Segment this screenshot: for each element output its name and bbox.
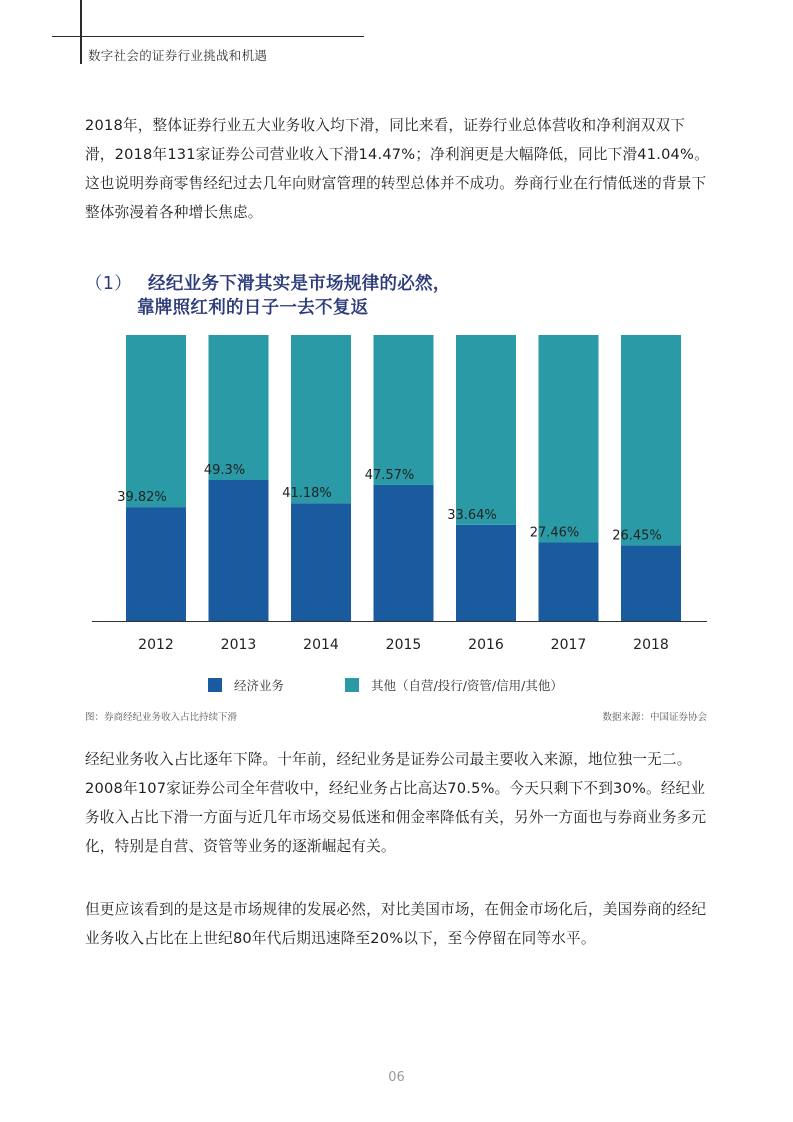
bar-brokerage-2012 [126, 507, 186, 621]
bar-brokerage-2015 [374, 485, 434, 621]
bar-other-2014 [291, 335, 351, 503]
legend-swatch-brokerage [208, 678, 222, 692]
bar-brokerage-2016 [456, 525, 516, 621]
page-number: 06 [388, 1070, 405, 1085]
figure-caption: 图：券商经纪业务收入占比持续下滑 [85, 712, 238, 723]
legend-label-brokerage: 经济业务 [234, 678, 285, 693]
bar-brokerage-2017 [539, 542, 599, 621]
section-number: （1） [85, 274, 133, 294]
bar-other-2013 [209, 335, 269, 480]
legend-label-other: 其他（自营/投行/资管/信用/其他） [371, 678, 563, 693]
data-label-2015: 47.57% [364, 467, 415, 483]
bar-other-2016 [456, 335, 516, 525]
bar-brokerage-2018 [621, 545, 681, 621]
x-tick-label-2017: 2017 [550, 637, 587, 653]
bar-brokerage-2013 [209, 480, 269, 621]
x-tick-label-2015: 2015 [385, 637, 422, 653]
bar-other-2012 [126, 335, 186, 507]
data-label-2013: 49.3% [203, 463, 246, 479]
bar-other-2017 [539, 335, 599, 542]
legend-swatch-other [345, 678, 359, 692]
bar-brokerage-2014 [291, 503, 351, 621]
data-label-2012: 39.82% [117, 490, 167, 506]
data-source: 数据来源：中国证券协会 [602, 712, 707, 723]
running-header-title: 数字社会的证券行业挑战和机遇 [88, 48, 268, 63]
data-label-2018: 26.45% [612, 528, 662, 544]
x-tick-label-2014: 2014 [303, 637, 339, 653]
bar-other-2015 [374, 335, 434, 485]
x-tick-label-2013: 2013 [220, 637, 257, 653]
paragraph-brokerage-share: 经纪业务收入占比逐年下降。十年前，经纪业务是证券公司最主要收入来源，地位独一无二。2008年107家证券公司全年营收中，经纪业务占比高达70.5%。今天只剩下不到30%。经纪业务收入占比下滑一方面与近几年市场交易低迷和佣金率降低有关，另外一方面也与券商业务多元化，特别是自营、资管等业务的逐渐崛起有关。 [85, 751, 707, 855]
x-tick-label-2012: 2012 [138, 637, 174, 653]
section-title-line1: 经纪业务下滑其实是市场规律的必然， [148, 274, 451, 294]
x-tick-label-2016: 2016 [468, 637, 504, 653]
paragraph-industry-decline: 2018年，整体证券行业五大业务收入均下滑，同比来看，证券行业总体营收和净利润双双下滑，2018年131家证券公司营业收入下滑14.47%；净利润更是大幅降低，同比下滑41.04%。这也说明券商零售经纪过去几年向财富管理的转型总体并不成功。券商行业在行情低迷的背景下整体弥漫着各种增长焦虑。 [85, 117, 709, 221]
bar-other-2018 [621, 335, 681, 545]
section-title-line2: 靠牌照红利的日子一去不复返 [137, 298, 369, 318]
x-tick-label-2018: 2018 [633, 637, 669, 653]
data-label-2014: 41.18% [282, 486, 332, 502]
paragraph-us-comparison: 但更应该看到的是这是市场规律的发展必然，对比美国市场，在佣金市场化后，美国券商的经纪业务收入占比在上世纪80年代后期迅速降至20%以下，至今停留在同等水平。 [85, 901, 707, 947]
data-label-2016: 33.64% [447, 507, 497, 523]
data-label-2017: 27.46% [529, 525, 580, 541]
